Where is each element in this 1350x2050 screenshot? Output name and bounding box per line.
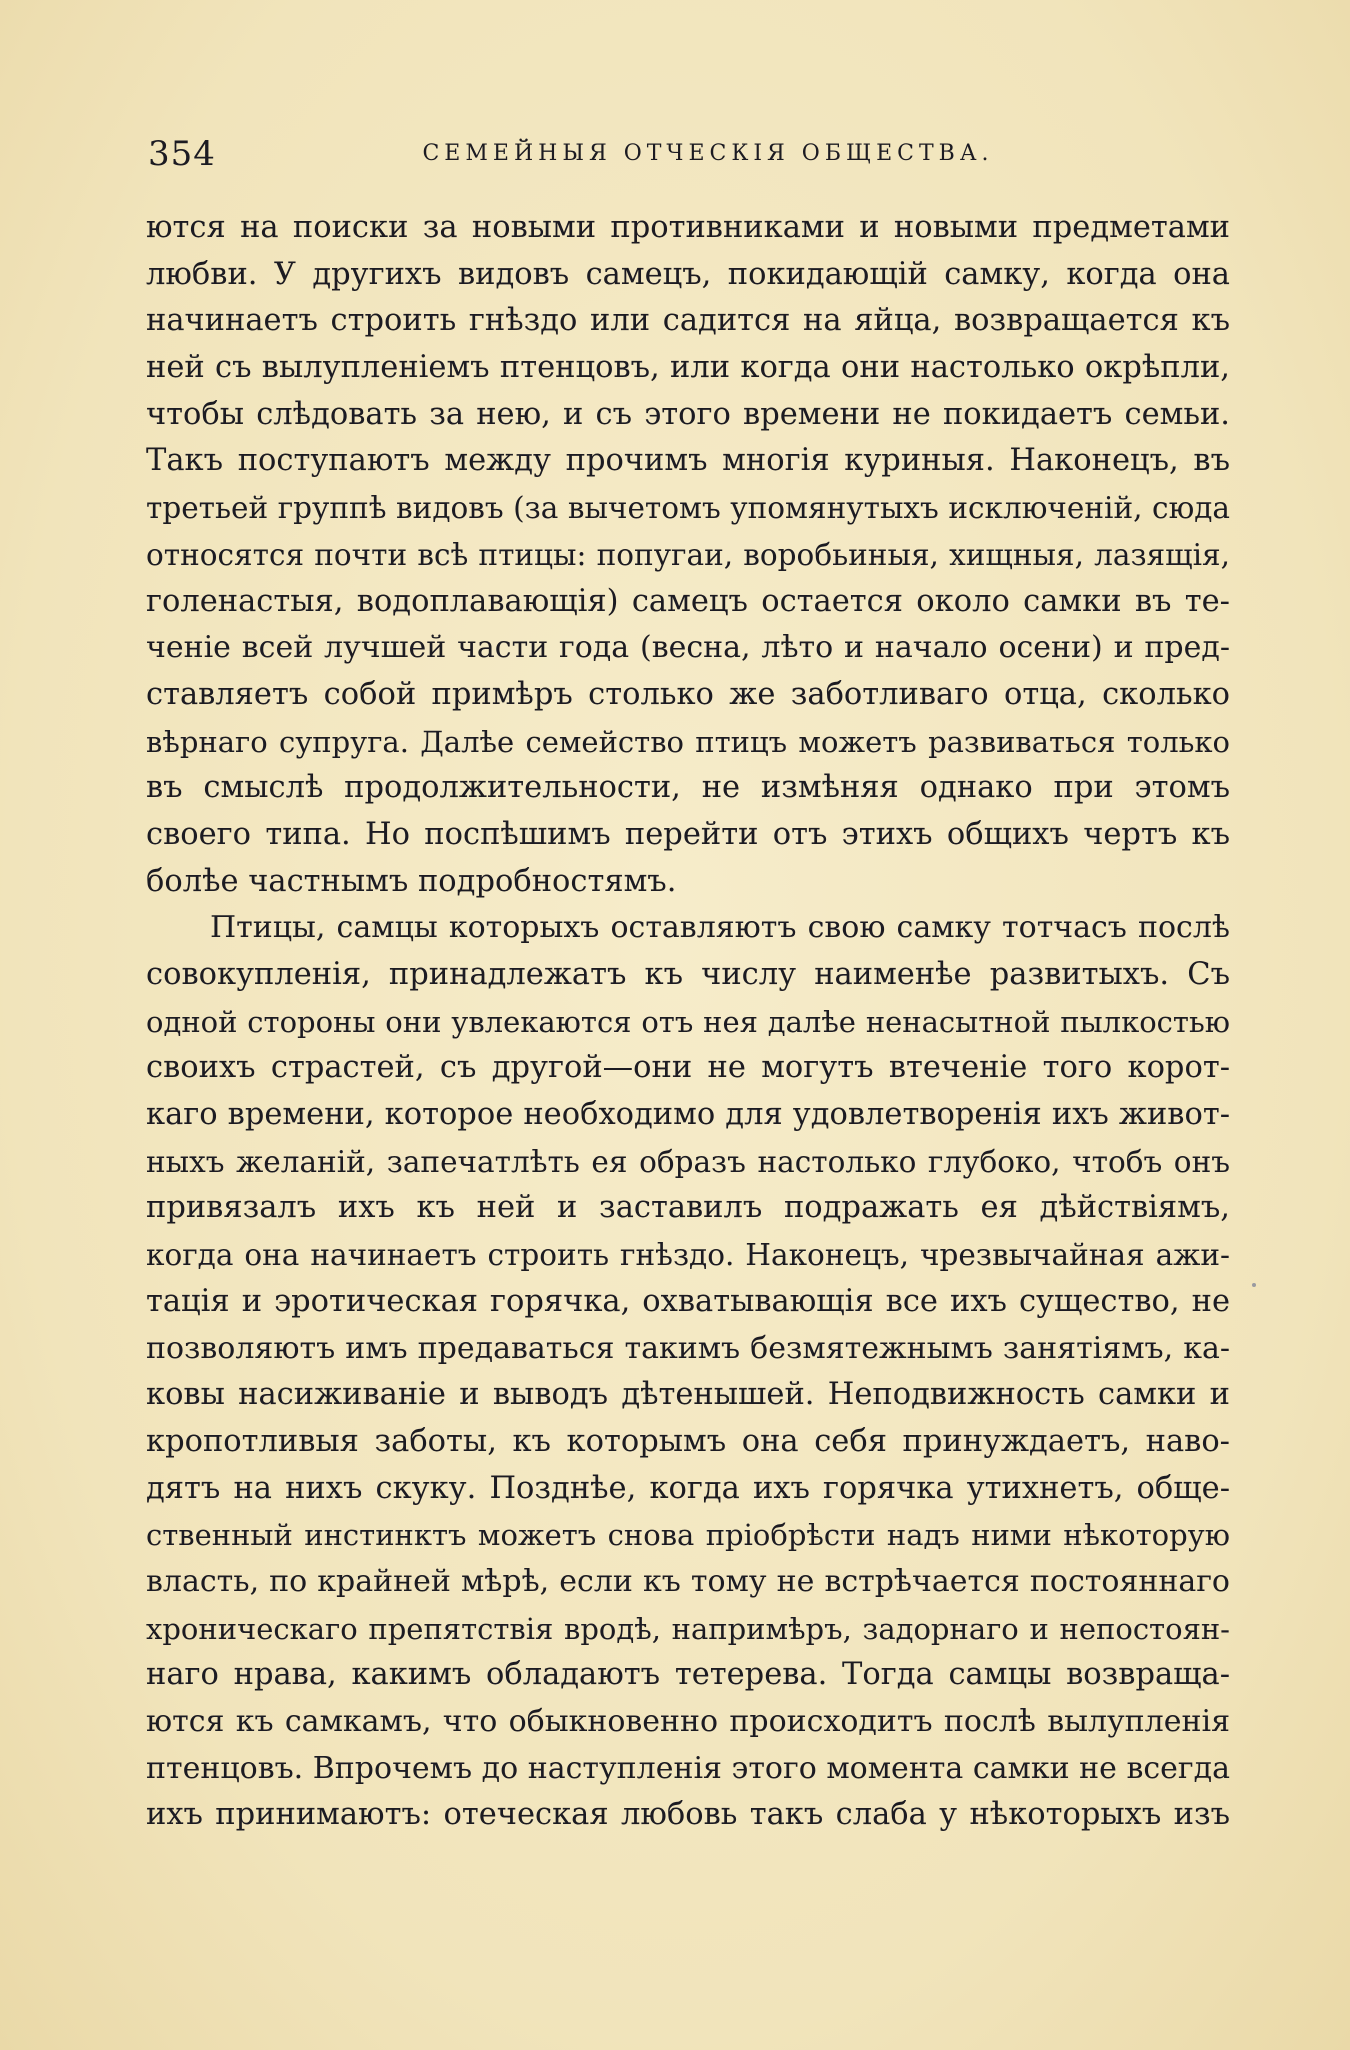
text-line: болѣе частнымъ подробностямъ. (146, 863, 677, 899)
text-line: наго нрава, какимъ обладаютъ тетерева. Тогда самцы возвраща- (146, 1657, 1230, 1693)
text-line: ются на поиски за новыми противниками и новыми предметами (146, 210, 1230, 245)
text-line: привязалъ ихъ къ ней и заставилъ подражать ея дѣйствіямъ, (146, 1190, 1230, 1226)
text-line: одной стороны они увлекаются отъ нея далѣе ненасытной пылкостью (146, 1004, 1230, 1039)
text-line: своихъ страстей, съ другой—они не могутъ втеченіе того корот- (146, 1050, 1230, 1086)
text-line: чтобы слѣдовать за нею, и съ этого времени не покидаетъ семьи. (146, 396, 1230, 432)
text-line: ихъ принимаютъ: отеческая любовь такъ слаба у нѣкоторыхъ изъ (146, 1797, 1230, 1833)
body-text (146, 205, 1230, 1839)
text-line: Такъ поступаютъ между прочимъ многія куриныя. Наконецъ, въ (146, 443, 1230, 479)
text-line: кропотливыя заботы, къ которымъ она себя принуждаетъ, наво- (146, 1423, 1230, 1459)
text-line: ственный инстинктъ можетъ снова пріобрѣсти надъ ними нѣкоторую (146, 1518, 1230, 1553)
text-line: вѣрнаго супруга. Далѣе семейство птицъ можетъ развиваться только (146, 724, 1230, 759)
text-line: тація и эротическая горячка, охватывающія все ихъ существо, не (146, 1283, 1230, 1319)
paper-speck (1252, 1283, 1256, 1287)
text-line: птенцовъ. Впрочемъ до наступленія этого момента самки не всегда (146, 1750, 1230, 1786)
page-number: 354 (148, 134, 216, 174)
text-line: позволяютъ имъ предаваться такимъ безмятежнымъ занятіямъ, ка- (146, 1330, 1230, 1366)
text-line: власть, по крайней мѣрѣ, если къ тому не встрѣчается постояннаго (146, 1563, 1230, 1599)
text-line: своего типа. Но поспѣшимъ перейти отъ этихъ общихъ чертъ къ (146, 816, 1230, 852)
text-line: ней съ вылупленіемъ птенцовъ, или когда они настолько окрѣпли, (146, 350, 1230, 386)
text-line: начинаетъ строить гнѣздо или садится на яйца, возвращается къ (146, 303, 1230, 339)
text-line: голенастыя, водоплавающія) самецъ остается около самки въ те- (146, 583, 1230, 619)
text-line: третьей группѣ видовъ (за вычетомъ упомянутыхъ исключеній, сюда (146, 491, 1230, 526)
text-line: ются къ самкамъ, что обыкновенно происходитъ послѣ вылупленія (146, 1704, 1230, 1739)
page-header (148, 130, 1228, 178)
text-line: совокупленія, принадлежатъ къ числу наименѣе развитыхъ. Съ (146, 957, 1230, 992)
text-line: хроническаго препятствія вродѣ, напримѣръ, задорнаго и непостоян- (146, 1611, 1230, 1646)
text-line: ныхъ желаній, запечатлѣть ея образъ настолько глубоко, чтобъ онъ (146, 1144, 1230, 1179)
text-line: ковы насиживаніе и выводъ дѣтенышей. Неподвижность самки и (146, 1377, 1230, 1413)
text-line: въ смыслѣ продолжительности, не измѣняя однако при этомъ (146, 770, 1230, 806)
text-line: ченіе всей лучшей части года (весна, лѣто и начало осени) и пред- (146, 630, 1230, 666)
text-line: когда она начинаетъ строить гнѣздо. Наконецъ, чрезвычайная ажи- (146, 1238, 1230, 1273)
text-line: относятся почти всѣ птицы: попугаи, воробьиныя, хищныя, лазящія, (146, 537, 1230, 572)
text-line: Птицы, самцы которыхъ оставляютъ свою самку тотчасъ послѣ (210, 910, 1230, 946)
text-line: ставляетъ собой примѣръ столько же заботливаго отца, сколько (146, 676, 1230, 712)
running-title: СЕМЕЙНЫЯ ОТЧЕСКІЯ ОБЩЕСТВА. (422, 141, 994, 166)
text-line: дятъ на нихъ скуку. Позднѣе, когда ихъ горячка утихнетъ, обще- (146, 1470, 1230, 1506)
text-line: любви. У другихъ видовъ самецъ, покидающій самку, когда она (146, 256, 1230, 292)
text-line: каго времени, которое необходимо для удовлетворенія ихъ живот- (146, 1097, 1230, 1133)
